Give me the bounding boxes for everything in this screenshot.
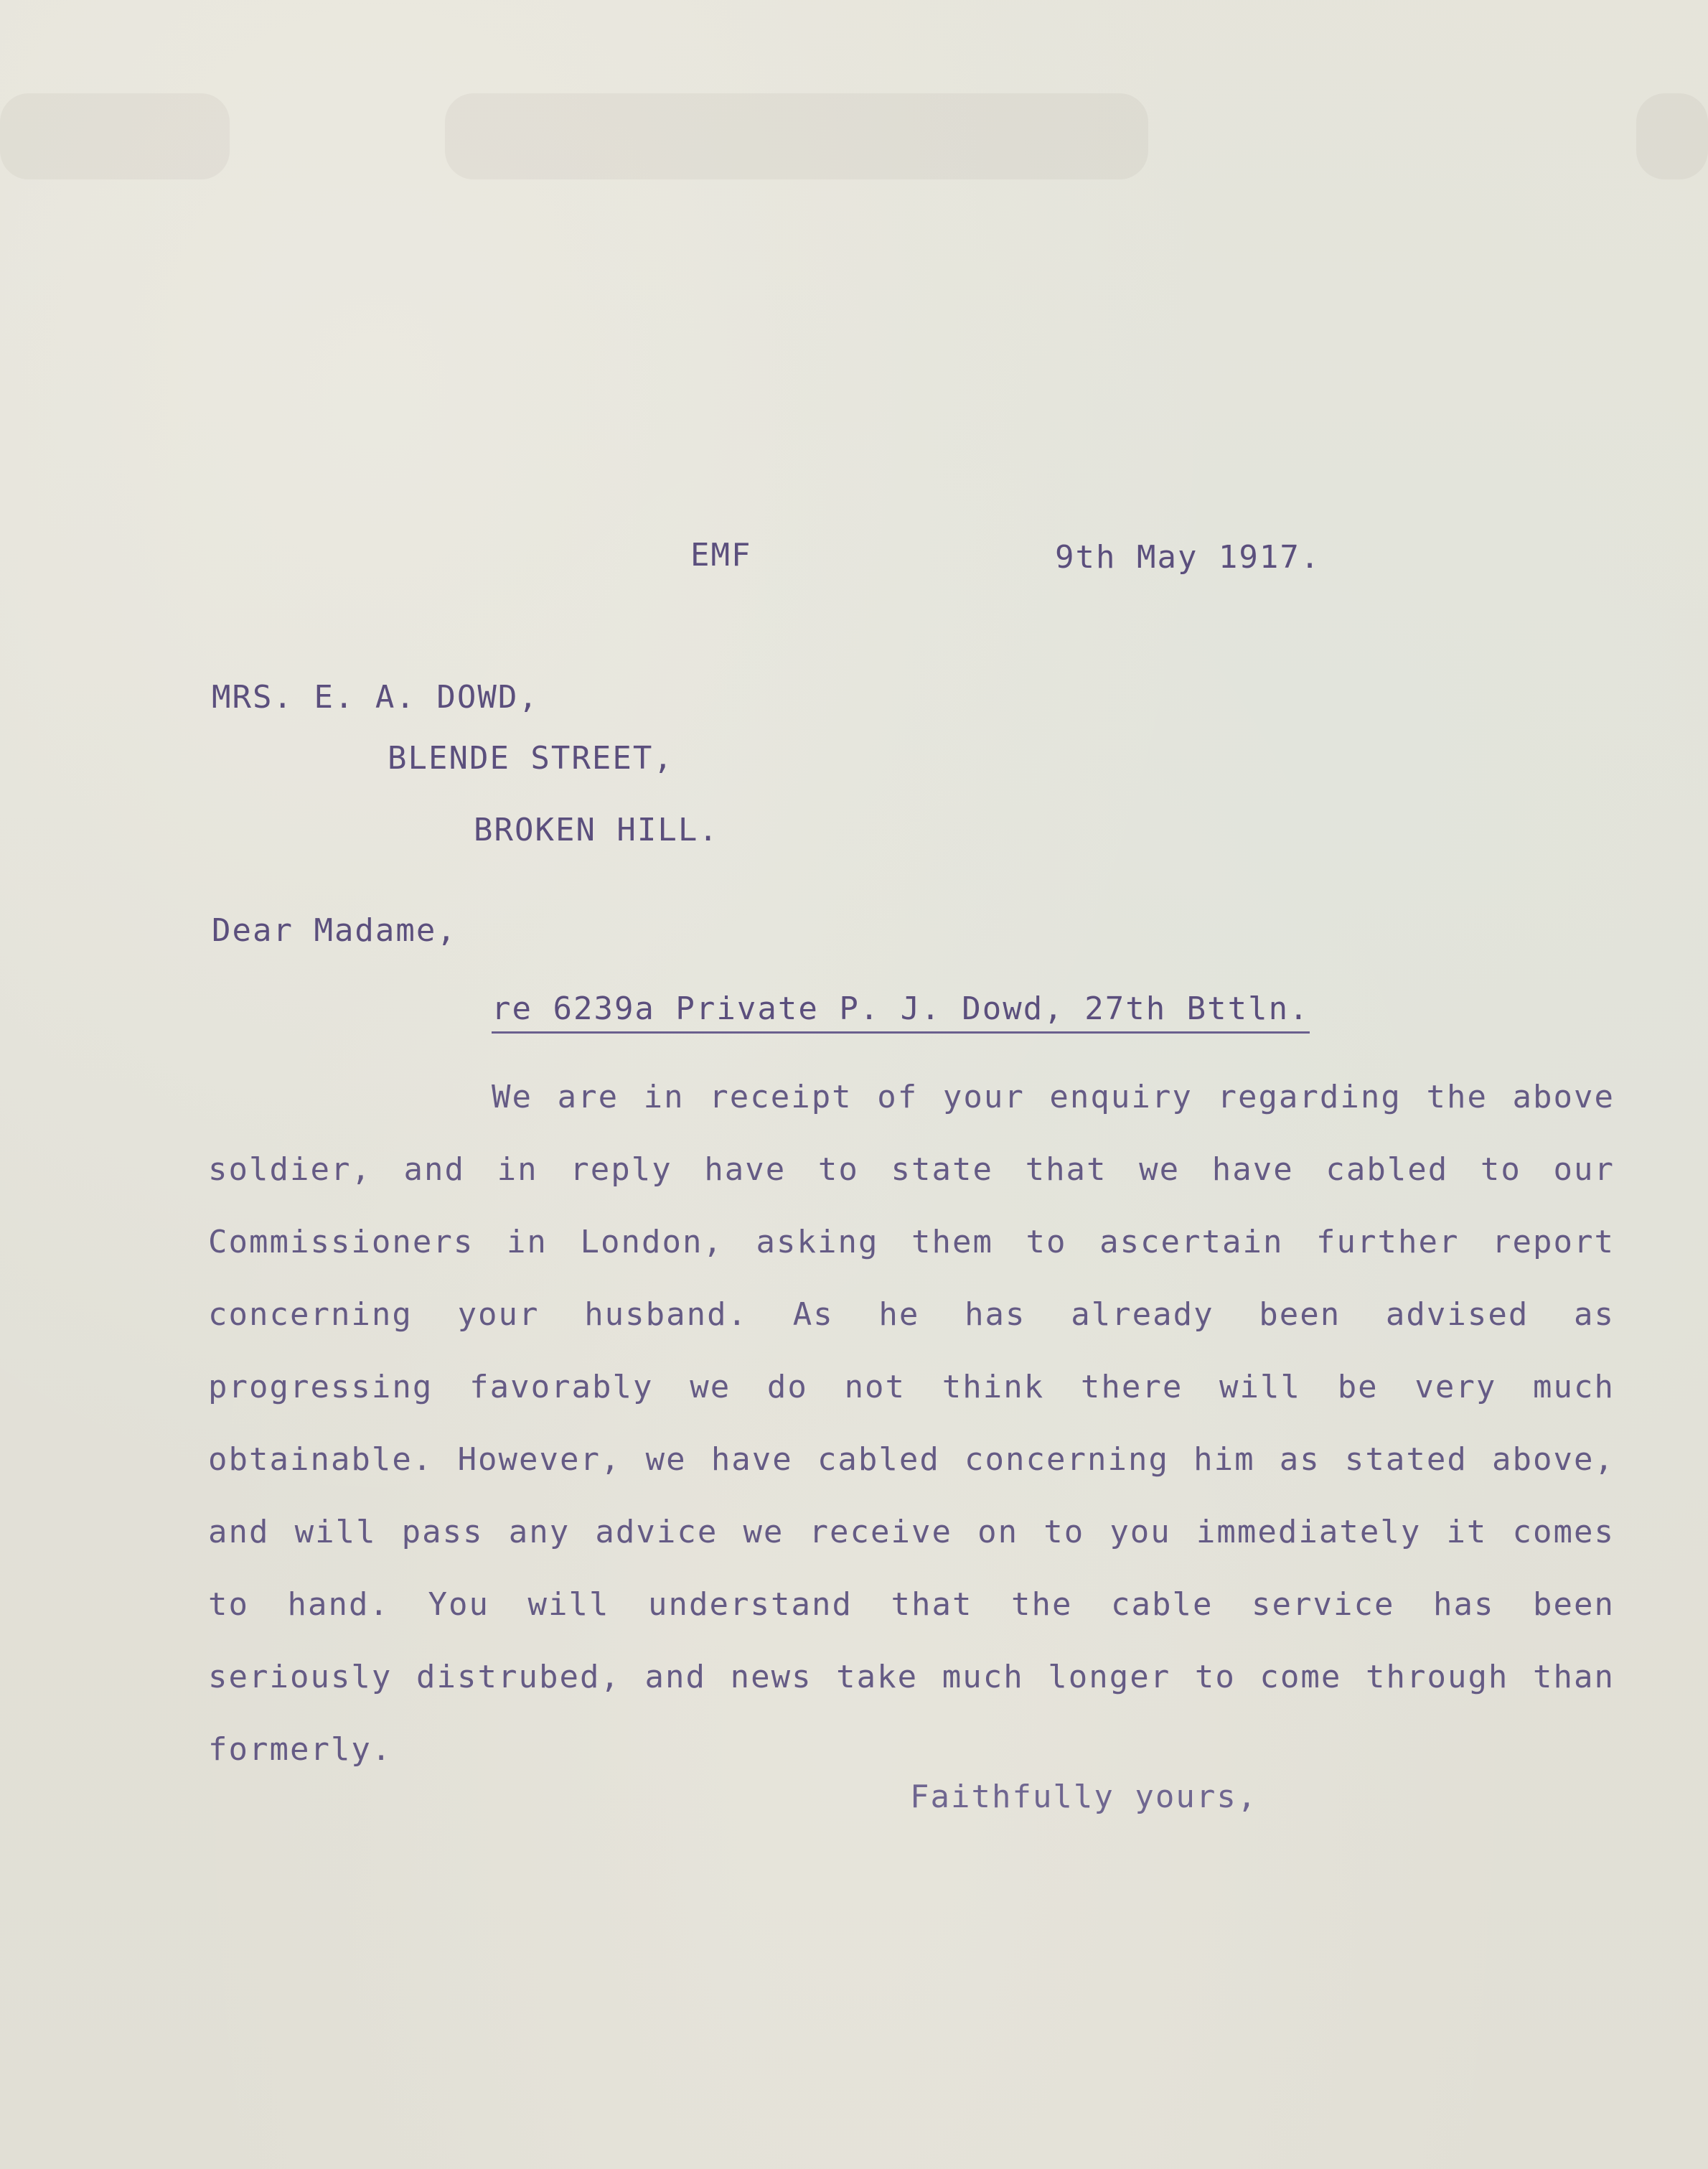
body-paragraph: We are in receipt of your enquiry regarding the above soldier, and in reply have to state that we have cabled to our Commissioners in London, asking them to ascertain further report concerning your husband. As he has already been advised as progressing favorably we do not think there will be very much obtainable. However, we have cabled concerning him as stated above, and will pass any advice we receive on to you immediately it comes to hand. You will understand that the cable service has been seriously distrubed, and news take much longer to come through than formerly.	[208, 1079, 1615, 1768]
letter-date: 9th May 1917.	[1055, 539, 1321, 576]
address-line-3: BROKEN HILL.	[474, 812, 719, 848]
faded-letterhead	[0, 65, 1708, 201]
reference-line: re 6239a Private P. J. Dowd, 27th Bttln.	[492, 990, 1310, 1034]
salutation: Dear Madame,	[212, 912, 457, 949]
typist-initials: EMF	[690, 537, 752, 573]
letter-body	[208, 1061, 1615, 1786]
address-line-1: MRS. E. A. DOWD,	[212, 679, 539, 716]
closing: Faithfully yours,	[910, 1779, 1258, 1815]
address-line-2: BLENDE STREET,	[388, 740, 674, 777]
